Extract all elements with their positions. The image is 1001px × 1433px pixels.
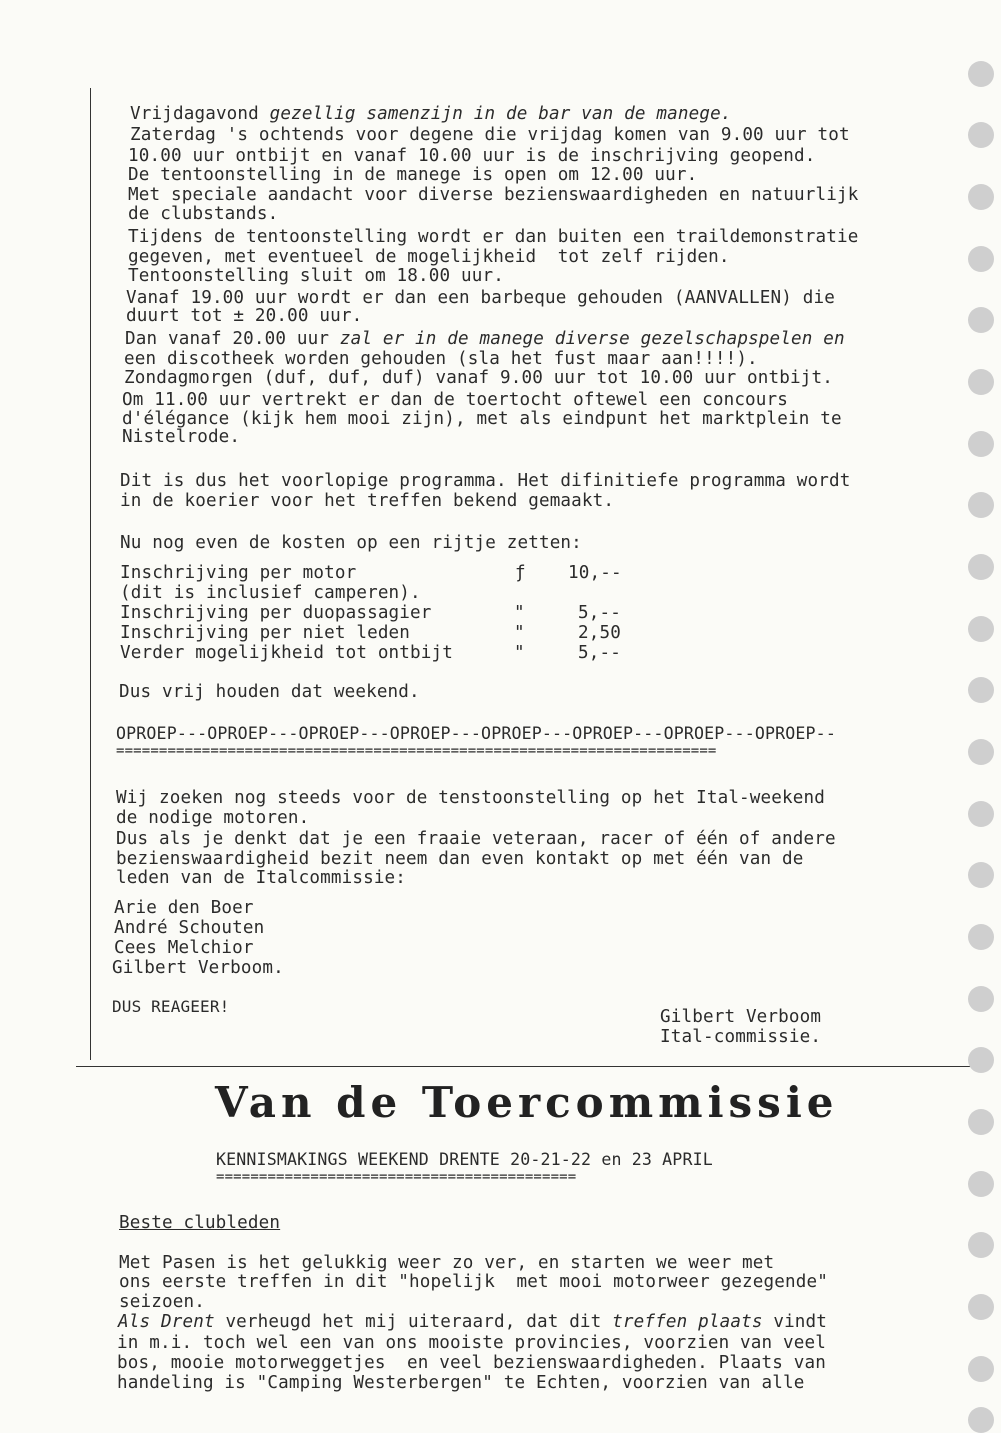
commission-member: Arie den Boer [114,898,254,918]
oproep-line: bezienswaardigheid bezit neem dan even kontakt op met één van de [116,849,804,869]
cost-value: 10,-- [568,563,622,583]
oproep-line: Dus als je denkt dat je een fraaie veteraan, racer of één of andere [116,829,836,849]
binder-hole [968,554,994,580]
binder-hole [968,1109,994,1135]
binder-hole [968,307,994,333]
oproep-line: de nodige motoren. [116,808,310,828]
cost-label: Verder mogelijkheid tot ontbijt [120,643,454,663]
programme-line [125,329,845,349]
programme-line: Tentoonstelling sluit om 18.00 uur. [128,266,504,286]
binder-hole [968,431,994,457]
subtitle-double-rule: ========================================== [216,1170,577,1184]
binder-hole [968,1171,994,1197]
binder-hole [968,1407,994,1433]
commission-member: Cees Melchior [114,938,254,958]
letter-line: handeling is "Camping Westerbergen" te Echten, voorzien van alle [117,1373,805,1393]
letter-text: vindt [762,1312,828,1332]
cost-label: (dit is inclusief camperen). [120,583,421,603]
binder-hole [968,677,994,703]
oproep-double-rule: ====================================================================== [116,744,717,758]
commission-member: André Schouten [114,918,265,938]
section-divider [76,1066,988,1067]
cost-ditto-mark: " [514,623,525,643]
programme-line: Zaterdag 's ochtends voor degene die vrijdag komen van 9.00 uur tot [130,125,850,145]
programme-line: Met speciale aandacht voor diverse bezienswaardigheden en natuurlijk [128,185,859,205]
cost-value: 2,50 [578,623,621,643]
cost-label: Inschrijving per niet leden [120,623,411,643]
programme-line: Zondagmorgen (duf, duf, duf) vanaf 9.00 uur tot 10.00 uur ontbijt. [124,368,833,388]
letter-text-italic: treffen plaats [612,1312,763,1332]
oproep-line: Wij zoeken nog steeds voor de tenstoonstelling op het Ital-weekend [116,788,825,808]
costs-closing: Dus vrij houden dat weekend. [119,682,420,702]
section-subtitle: KENNISMAKINGS WEEKEND DRENTE 20-21-22 en 23 APRIL [216,1150,713,1169]
reageer-callout: DUS REAGEER! [112,997,230,1016]
cost-value: 5,-- [578,603,621,623]
cost-ditto-mark: " [514,603,525,623]
programme-line: gegeven, met eventueel de mogelijkheid tot zelf rijden. [128,247,730,267]
provisional-line: in de koerier voor het treffen bekend gemaakt. [120,491,615,511]
cost-label: Inschrijving per motor [120,563,357,583]
provisional-line: Dit is dus het voorlopige programma. Het difinitiefe programma wordt [120,471,851,491]
programme-line [130,104,732,124]
binder-hole [968,862,994,888]
programme-line: Nistelrode. [122,427,241,447]
cost-label: Inschrijving per duopassagier [120,603,432,623]
letter-line: bos, mooie motorweggetjes en veel bezienswaardigheden. Plaats van [117,1353,826,1373]
binder-hole [968,246,994,272]
programme-text: Dan vanaf 20.00 uur [125,329,340,349]
binder-hole [968,1047,994,1073]
signature-name: Gilbert Verboom [660,1007,822,1027]
binder-holes [968,55,996,1415]
section-title: Van de Toercommissie [215,1078,839,1127]
programme-text: Vrijdagavond [130,104,270,124]
programme-line: d'élégance (kijk hem mooi zijn), met als eindpunt het marktplein te [122,409,842,429]
binder-hole [968,924,994,950]
cost-currency: ƒ [515,563,526,583]
programme-line: duurt tot ± 20.00 uur. [126,306,363,326]
programme-line: Tijdens de tentoonstelling wordt er dan buiten een traildemonstratie [128,227,859,247]
letter-line [118,1312,827,1332]
oproep-line: leden van de Italcommissie: [116,868,407,888]
letter-line: in m.i. toch wel een van ons mooiste provincies, voorzien van veel [117,1333,826,1353]
letter-line: seizoen. [119,1292,205,1312]
binder-hole [968,1232,994,1258]
letter-line: Met Pasen is het gelukkig weer zo ver, en starten we weer met [119,1253,775,1273]
letter-line: ons eerste treffen in dit "hopelijk met mooi motorweer gezegende" [119,1272,828,1292]
binder-hole [968,1294,994,1320]
signature-role: Ital-commissie. [660,1027,822,1047]
cost-ditto-mark: " [514,643,525,663]
letter-text-italic: Als Drent [118,1312,226,1332]
programme-line: 10.00 uur ontbijt en vanaf 10.00 uur is de inschrijving geopend. [128,146,816,166]
binder-hole [968,369,994,395]
binder-hole [968,122,994,148]
binder-hole [968,1356,994,1382]
programme-line: de clubstands. [128,204,279,224]
commission-member: Gilbert Verboom. [112,958,284,978]
binder-hole [968,61,994,87]
binder-hole [968,801,994,827]
binder-hole [968,986,994,1012]
letter-text: verheugd het mij uiteraard, dat dit [225,1312,613,1332]
programme-text-italic: zal er in de manege diverse gezelschapspelen en [339,329,845,349]
greeting: Beste clubleden [119,1213,281,1233]
costs-intro: Nu nog even de kosten op een rijtje zetten: [120,533,582,553]
programme-text-italic: gezellig samenzijn in de bar van de manege. [269,104,732,124]
binder-hole [968,616,994,642]
binder-hole [968,492,994,518]
binder-hole [968,184,994,210]
cost-value: 5,-- [578,643,621,663]
programme-line: De tentoonstelling in de manege is open om 12.00 uur. [128,165,698,185]
oproep-banner: OPROEP---OPROEP---OPROEP---OPROEP---OPROEP---OPROEP---OPROEP---OPROEP-- [116,724,836,743]
programme-line: Om 11.00 uur vertrekt er dan de toertocht oftewel een concours [122,390,789,410]
left-margin-rule [90,88,91,1060]
programme-line: Vanaf 19.00 uur wordt er dan een barbeque gehouden (AANVALLEN) die [126,288,835,308]
programme-line: een discotheek worden gehouden (sla het fust maar aan!!!!). [124,349,758,369]
